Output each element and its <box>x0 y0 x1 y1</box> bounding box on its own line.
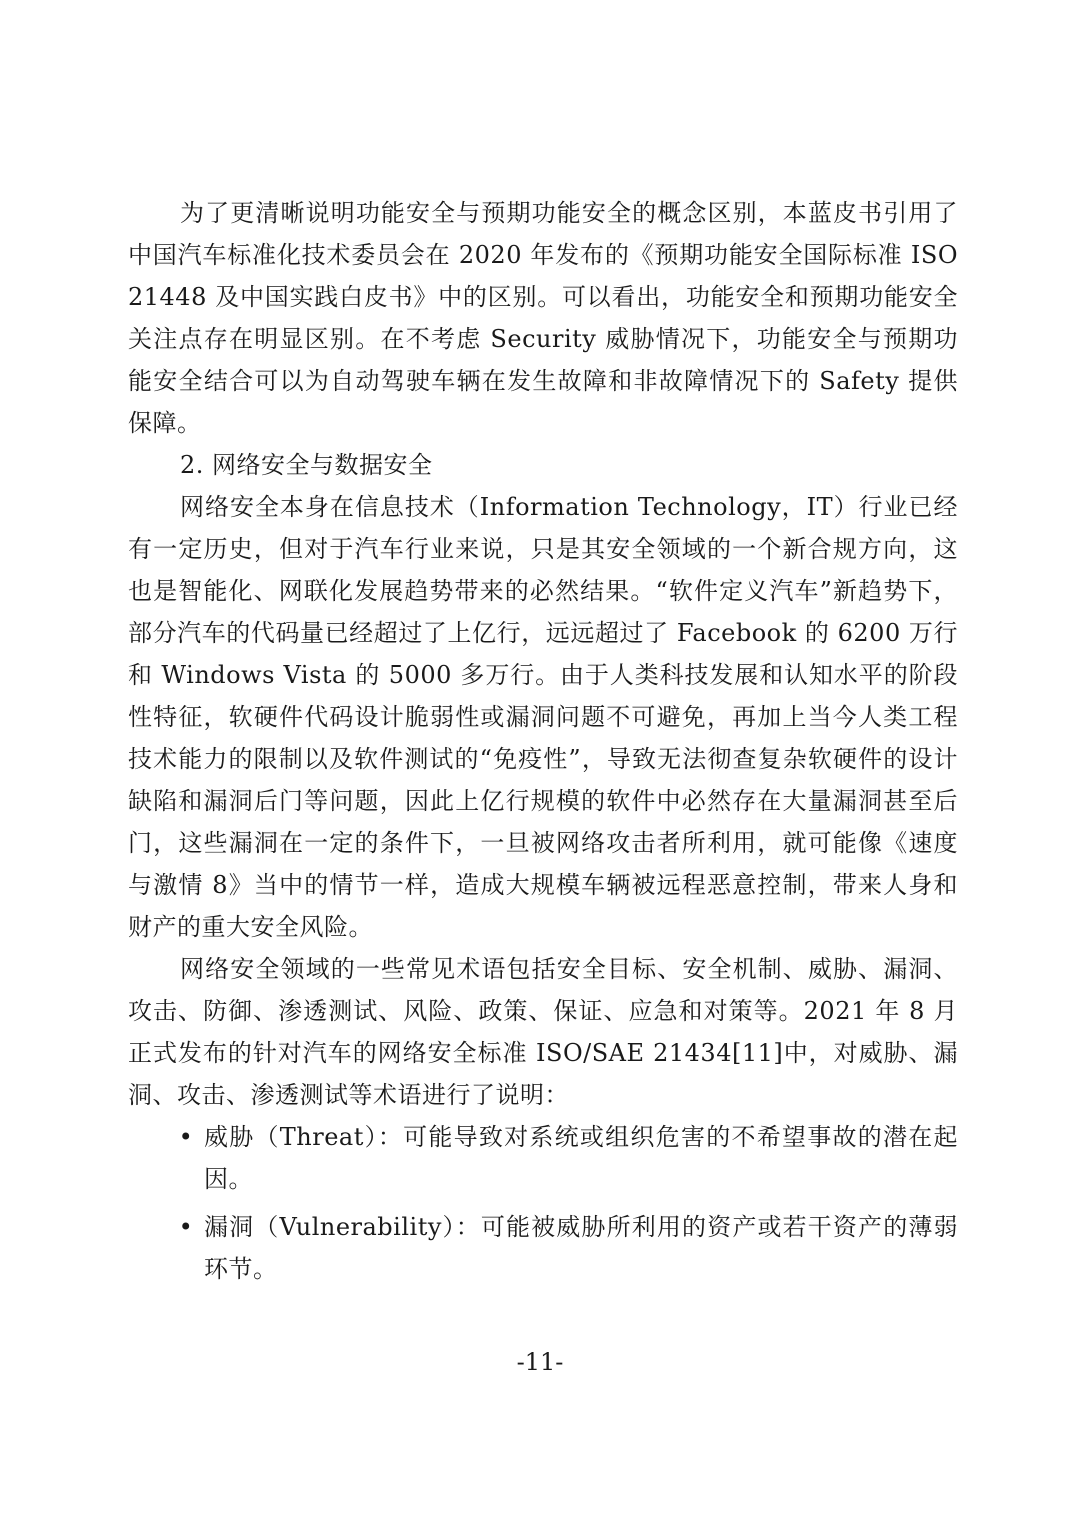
paragraph-functional-safety-comparison: 为了更清晰说明功能安全与预期功能安全的概念区别，本蓝皮书引用了中国汽车标准化技术委员会在 2020 年发布的《预期功能安全国际标准 ISO21448 及中国实践白皮书》中的区别。可以看出，功能安全和预期功能安全关注点存在明显区别。在不考虑 Security 威胁情况下，功能安全与预期功能安全结合可以为自动驾驶车辆在发生故障和非故障情况下的 Safety 提供保障。 <box>128 199 958 437</box>
page-number: -11- <box>516 1348 564 1376</box>
definition-list <box>128 1116 958 1290</box>
list-item-threat <box>128 1116 958 1200</box>
paragraph-network-security-terms: 网络安全领域的一些常见术语包括安全目标、安全机制、威胁、漏洞、攻击、防御、渗透测试、风险、政策、保证、应急和对策等。2021 年 8 月正式发布的针对汽车的网络安全标准 ISO/SAE 21434[11]中，对威胁、漏洞、攻击、渗透测试等术语进行了说明： <box>128 955 958 1109</box>
section-heading-network-data-security: 2. 网络安全与数据安全 <box>180 451 433 479</box>
paragraph-network-security-history: 网络安全本身在信息技术（Information Technology，IT）行业已经有一定历史，但对于汽车行业来说，只是其安全领域的一个新合规方向，这也是智能化、网联化发展趋势带来的必然结果。“软件定义汽车”新趋势下，部分汽车的代码量已经超过了上亿行，远远超过了 Facebook 的 6200 万行和 Windows Vista 的 5000 多万行。由于人类科技发展和认知水平的阶段性特征，软硬件代码设计脆弱性或漏洞问题不可避免，再加上当今人类工程技术能力的限制以及软件测试的“免疫性”，导致无法彻查复杂软硬件的设计缺陷和漏洞后门等问题，因此上亿行规模的软件中必然存在大量漏洞甚至后门，这些漏洞在一定的条件下，一旦被网络攻击者所利用，就可能像《速度与激情 8》当中的情节一样，造成大规模车辆被远程恶意控制，带来人身和财产的重大安全风险。 <box>128 493 958 941</box>
list-item-vulnerability <box>128 1206 958 1290</box>
bullet-icon: • <box>178 1123 194 1151</box>
threat-definition-text: 威胁（Threat）：可能导致对系统或组织危害的不希望事故的潜在起因。 <box>204 1123 958 1193</box>
page-content <box>128 192 958 1296</box>
vulnerability-definition-text: 漏洞（Vulnerability）：可能被威胁所利用的资产或若干资产的薄弱环节。 <box>204 1213 958 1283</box>
bullet-icon: • <box>178 1213 194 1241</box>
